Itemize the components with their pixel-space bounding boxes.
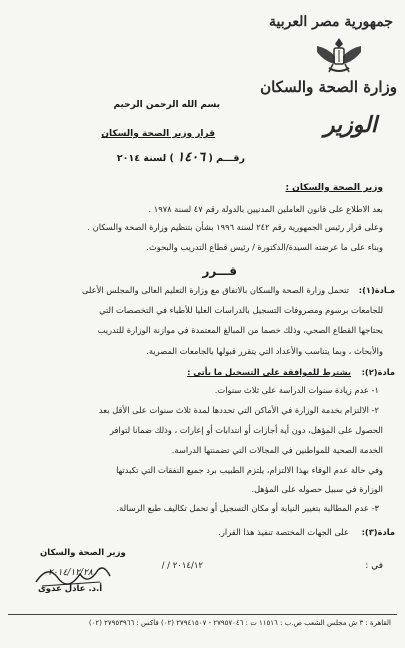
footer-divider [8,614,397,615]
basmala: بسم الله الرحمن الرحيم [113,100,220,110]
preamble-line: وعلى قرار رئيس الجمهورية رقم ٢٤٢ لسنة ١٩٩٦ بشأن بتنظيم وزارة الصحة والسكان . [87,222,383,232]
article-1-label: مـادة(١): [358,285,395,295]
decree-number-prefix: رقـــم ( [208,153,245,164]
issued-date: / / ٢٠١٤/١٢ [161,561,203,571]
footer-address: القاهرة : ٣ ش مجلس الشعب ص.ب : ١١٥١٦ ت : ٢٧٩٥٧٠٤٦ - ٢٧٩٤١٥٠٧ (٠٢) فاكس : ٢٧٩٥٣٩٦٦ (٠٢) [88,619,391,627]
preamble-line: وبناء على ما عرضته السيدة/الدكتورة / رئيس قطاع التدريب والبحوث. [146,242,383,252]
signatory-name: أ.د. عادل عدوى [38,584,103,594]
article-1-line: والأبحاث ، وبما يتناسب والأعداد التي يتقرر قبولها بالجامعات المصرية. [146,346,383,356]
article-2-label: مادة(٢): [361,367,395,377]
article-1-line: يحتاجها القطاع الصحي، وذلك خصما من المبالغ المعتمدة في موازنة الوزارة للتدريب [97,325,383,335]
article-2-item: ١- عدم زيادة سنوات الدراسة على ثلاث سنوات. [214,385,379,395]
article-2-item: ٣- عدم المطالبة بتغيير النيابة أو مكان التسجيل أو تحمل تكاليف طبع الرسالة. [116,503,379,513]
article-1-line: تتحمل وزارة الصحة والسكان بالاتفاق مع وزارة التعليم العالى والمجلس الأعلى [81,285,349,295]
letterhead-office: الوزير [323,112,377,138]
eagle-emblem-icon [311,34,367,78]
article-2-item: الخدمة الصحية للمواطنين في المجالات التي تضمنتها الدراسة. [171,445,383,455]
decree-number-suffix: ) لسنة ٢٠١٤ [116,153,174,164]
decided-heading: قـــرر [202,264,237,278]
addressee: وزير الصحة والسكان : [285,183,383,193]
decree-number-line [117,150,245,165]
handwritten-date: ٢٠١٤/١٢/٢٨ [48,568,93,578]
article-3-label: مادة(٣): [361,527,395,537]
article-3-text: على الجهات المختصة تنفيذ هذا القرار. [218,527,349,537]
preamble-line: بعد الاطلاع على قانون العاملين المدنيين بالدولة رقم ٤٧ لسنة ١٩٧٨ . [148,204,383,214]
article-2-item: ٢- الالتزام بخدمة الوزارة في الأماكن التي تحددها لمدة ثلاث سنوات على الأقل بعد [98,405,379,415]
letterhead-country: جمهورية مصر العربية [269,14,393,30]
article-2-heading: يشترط للموافقة على التسجيل ما يأتى : [187,367,351,377]
article-2-item: وفي حالة عدم الوفاء بهذا الالتزام، يلتزم الطبيب برد جميع النفقات التي تكبدتها [116,465,383,475]
decree-number: ١٤٠٦ [177,150,206,165]
article-2-item: الوزارة في سبيل حصوله على المؤهل. [251,484,383,494]
letterhead-ministry: وزارة الصحة والسكان [260,78,397,96]
article-1-line: للجامعات برسوم ومصروفات التسجيل بالدراسات العليا للأطباء في التخصصات التي [99,305,383,315]
issued-label: في : [365,561,383,571]
article-2-item: الحصول على المؤهل، دون أية أجازات أو انتدابات أو إعارات ، وذلك ضمانا لتوافر [109,425,383,435]
decree-title: قرار وزير الصحة والسكان [101,129,215,139]
signatory-title: وزير الصحة والسكان [40,548,126,558]
